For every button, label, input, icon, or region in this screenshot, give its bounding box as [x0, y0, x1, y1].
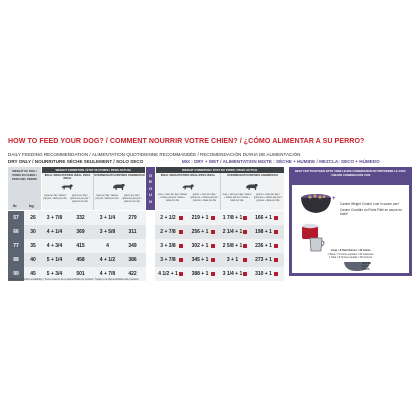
product-name-fr: Canine Contrôle du Poids Pâté en sauce en boîte* [340, 208, 403, 217]
cell-mix-over-g: 236 + 1 [255, 243, 272, 249]
cell-dry-over-g: 422 [128, 271, 137, 277]
mix-ideal-header: IDEAL WEIGHT/POIDS IDÉAL/PESO IDEAL [160, 174, 216, 177]
mix-weight-condition-header: WEIGHT CONDITION / ÉTAT DU POIDS / PESO ACTUAL [156, 167, 284, 173]
cell-dry-ideal-cups: 5 + 1/4 [46, 257, 63, 263]
cell-mix-over-cups: 3 + 1 [226, 257, 239, 263]
wet-can-icon [243, 230, 247, 235]
mix-overweight-dog-icon [245, 182, 259, 192]
or-tag-text: O [148, 173, 153, 178]
overweight-dog-icon [112, 182, 126, 192]
cell-dry-over-cups: 4 [106, 243, 109, 249]
product-names [340, 202, 406, 217]
cell-mix-ideal-g: 388 + 1 [191, 271, 209, 277]
wet-can-icon [211, 258, 215, 263]
wet-can-icon [243, 244, 247, 249]
cell-mix-over-g: 166 + 1 [255, 215, 272, 221]
daily-recommendation-subtitle: DAILY FEEDING RECOMMENDATION / ALIMENTATION QUOTIDIENNE RECOMMANDÉE / RECOMENDACIÓN DIARIA DE ALIMENTACIÓN [8, 152, 301, 157]
cell-dry-ideal-cups: 4 + 1/4 [46, 229, 63, 235]
or-gap-cell [146, 225, 155, 239]
wet-can-icon [243, 258, 247, 263]
dog-weight-header-text: WEIGHT OF DOG / POIDS DU CHIEN / PESO DEL PERRO [12, 169, 37, 181]
wet-can-icon [179, 216, 183, 221]
page-title: HOW TO FEED YOUR DOG? / COMMENT NOURRIR VOTRE CHIEN? / ¿CÓMO ALIMENTAR A SU PERRO? [8, 137, 365, 145]
mix-ideal-cups-header: cups + cans per day / tasses + boîtes par jour / tazas + latas por día [157, 194, 188, 202]
best-fed-panel [289, 167, 412, 276]
cell-dry-ideal-g: 501 [76, 271, 85, 277]
wet-can-icon [179, 244, 183, 249]
cup-conversion-en: 1 Cup = 8 Fluid Ounces = 82 Grams [330, 249, 371, 252]
cell-dry-over-cups: 4 + 1/2 [99, 257, 116, 263]
section-labels [8, 159, 380, 164]
cell-dry-ideal-cups: 4 + 3/4 [46, 243, 63, 249]
cell-lb: 77 [13, 243, 19, 249]
cell-dry-ideal-g: 458 [76, 257, 85, 263]
wet-can-icon [274, 216, 278, 221]
mix-label: MIX : DRY + WET / ALIMENTATION MIXTE : SÈCHE + HUMIDE / MEZCLA: SECO + HÚMEDO [181, 159, 380, 164]
cell-dry-over-cups: 4 + 7/8 [99, 271, 116, 277]
cell-mix-ideal-cups: 3 + 7/8 [160, 257, 176, 263]
wet-can-icon [274, 272, 278, 277]
wet-can-icon [243, 216, 247, 221]
cell-mix-ideal-cups: 3 + 3/8 [160, 243, 176, 249]
cell-lb: 57 [13, 215, 19, 221]
wet-can-icon [274, 244, 278, 249]
mix-over-cups-header: cups + cans per day / tasses + boîtes par jour / tazas + latas por día [222, 194, 252, 202]
cell-dry-ideal-g: 332 [76, 215, 85, 221]
cell-dry-ideal-cups: 5 + 3/4 [46, 271, 63, 277]
product-name-en: Canine Weight Control Loaf in sauce can* [340, 202, 400, 206]
dry-weight-condition-header: WEIGHT CONDITION / ÉTAT DU POIDS / PESO ACTUAL [42, 167, 145, 173]
cell-mix-ideal-cups: 4 1/2 + 1 [158, 271, 178, 277]
or-gap-cell [146, 239, 155, 253]
cell-mix-over-cups: 2 1/4 + 1 [222, 229, 243, 235]
cell-mix-ideal-g: 219 + 1 [191, 215, 209, 221]
mix-ideal-grams-header: grams + cans per day / grammes + boîtes par jour / gramos + latas por día [190, 194, 219, 202]
mix-ideal-dog-icon [181, 182, 195, 192]
cell-dry-over-cups: 3 + 5/8 [99, 229, 116, 235]
wet-can-icon [179, 272, 183, 277]
water-label-fr: EAU [362, 265, 368, 268]
cell-kg: 45 [30, 271, 36, 277]
cell-lb: 99 [13, 271, 19, 277]
kibble-bowl-icon [298, 188, 334, 218]
wet-can-icon [211, 230, 215, 235]
unit-kg-label: kg [29, 203, 34, 208]
dog-weight-header [8, 167, 41, 210]
best-fed-header: BEST FED TOGETHER WITH / MEILLEURE COMBINAISON NUTRITIONNELLE AVEC / MEJOR COMBINACIÓN CON [295, 169, 406, 177]
wet-can-icon [211, 216, 215, 221]
cell-mix-over-cups: 2 5/8 + 1 [222, 243, 243, 249]
wet-can-icon [274, 258, 278, 263]
cup-conversion-fr: 1 Tasse = 8 Onces Liquides = 82 Grammes [327, 252, 374, 256]
plus-sign: + [332, 196, 336, 202]
dry-table-header [42, 167, 145, 210]
dry-ideal-header: IDEAL WEIGHT/POIDS IDÉAL PESO IDEAL [44, 174, 91, 181]
footnote: *Subject to product availability / Sous réserve de la disponibilité du produit / Sujeto a la disponibilidad del producto [8, 278, 139, 281]
cell-dry-ideal-g: 369 [76, 229, 85, 235]
water-label-en: WATER [362, 262, 372, 265]
cell-mix-ideal-cups: 2 + 1/2 [160, 215, 176, 221]
cell-dry-over-g: 386 [128, 257, 137, 263]
unit-lb-label: lb [13, 203, 17, 208]
dry-ideal-cups-header: cups per day / tasses par jour / tazas por día [43, 195, 67, 200]
cell-lb: 88 [13, 257, 19, 263]
cell-mix-over-g: 310 + 1 [255, 271, 272, 277]
wet-can-icon [211, 244, 215, 249]
wet-can-icon [211, 272, 215, 277]
cell-dry-over-cups: 3 + 1/4 [99, 215, 116, 221]
or-gap-cell [146, 211, 155, 225]
cell-dry-ideal-g: 415 [76, 243, 85, 249]
dry-divider [93, 173, 94, 210]
or-tag: O R O U O [146, 167, 155, 210]
ideal-dog-icon [60, 182, 74, 192]
dry-overweight-header: OVERWEIGHT/SURPOIDS SOBREPESO [94, 174, 145, 177]
dry-only-label: DRY ONLY / NOURRITURE SÈCHE SEULEMENT / SOLO SECO [8, 159, 144, 164]
cell-dry-over-g: 311 [128, 229, 137, 235]
cell-mix-ideal-g: 256 + 1 [191, 229, 209, 235]
mix-divider [220, 173, 221, 210]
best-fed-content [292, 185, 409, 273]
cell-mix-over-cups: 1 7/8 + 1 [222, 215, 243, 221]
dry-over-grams-header: grams per day / grammes par jour / gramos por día [122, 195, 142, 203]
cell-mix-over-g: 273 + 1 [255, 257, 272, 263]
or-gap-cell [146, 267, 155, 281]
mix-overweight-header: OVERWEIGHT/SURPOIDS SOBREPESO [227, 174, 278, 177]
cell-kg: 40 [30, 257, 36, 263]
mix-table-header [156, 167, 284, 210]
cell-dry-over-g: 279 [128, 215, 137, 221]
wet-can-icon [179, 258, 183, 263]
cell-mix-over-g: 198 + 1 [255, 229, 272, 235]
cell-kg: 35 [30, 243, 36, 249]
wet-can-icon [274, 230, 278, 235]
cell-kg: 26 [30, 215, 36, 221]
cell-dry-over-g: 349 [128, 243, 137, 249]
cell-mix-ideal-g: 302 + 1 [191, 243, 209, 249]
cup-conversion-es: 1 Taza = 8 Onzas Líquidas = 82 Gramos [329, 256, 372, 259]
cell-mix-over-cups: 3 1/4 + 1 [222, 271, 243, 277]
wet-can-icon [243, 272, 247, 277]
cell-mix-ideal-cups: 2 + 7/8 [160, 229, 176, 235]
wet-can-icon [179, 230, 183, 235]
cell-lb: 66 [13, 229, 19, 235]
or-gap-cell [146, 253, 155, 267]
mix-over-grams-header: grams + cans per day / grammes + boîtes par jour / gramos + latas por día [253, 194, 283, 202]
cell-kg: 30 [30, 229, 36, 235]
dry-over-cups-header: cups per day / tasses par jour / tazas por día [95, 195, 119, 200]
dry-ideal-grams-header: grams per day / grammes par jour / gramos por día [70, 195, 90, 203]
water-label-es: AGUA [362, 268, 370, 271]
cell-dry-ideal-cups: 3 + 7/8 [46, 215, 63, 221]
cell-mix-ideal-g: 345 + 1 [191, 257, 209, 263]
